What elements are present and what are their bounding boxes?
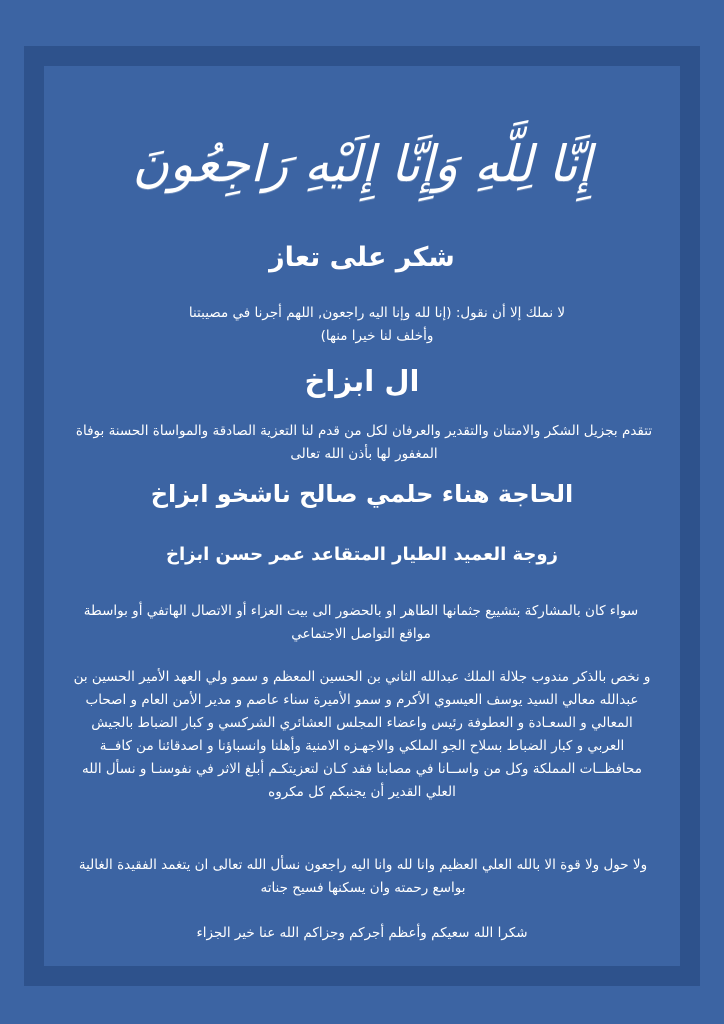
intro-text: لا نملك إلا أن نقول: (إنا لله وإنا اليه راجعون, اللهم أجرنا في مصيبتنا وأخلف لنا خيرا منها): [188, 305, 566, 344]
deceased-name: الحاجة هناء حلمي صالح ناشخو ابزاخ: [150, 480, 574, 508]
prayer-text: ولا حول ولا قوة الا بالله العلي العظيم وانا لله وانا اليه راجعون نسأل الله تعالى ان يتغمد الفقيدة الغالية بواسع رحمته وان يسكنها فسيح جناته: [78, 857, 648, 896]
family-name: ال ابزاخ: [304, 364, 420, 398]
husband-line: زوجة العميد الطيار المتقاعد عمر حسن ابزاخ: [166, 544, 558, 565]
closing-text: شكرا الله سعيكم وأعظم أجركم وجزاكم الله عنا خير الجزاء: [196, 925, 528, 941]
participation-text: سواء كان بالمشاركة بتشييع جثمانها الطاهر او بالحضور الى بيت العزاء أو الاتصال الهاتفي أو بواسطة مواقع التواصل الاجتماعي: [83, 603, 639, 642]
thanks-text: تتقدم بجزيل الشكر والامتنان والتقدير والعرفان لكل من قدم لنا التعزية الصادقة والمواساة الحسنة بوفاة المغفور لها بأذن الله تعالى: [75, 423, 653, 462]
special-mention-text: و نخص بالذكر مندوب جلالة الملك عبدالله الثاني بن الحسين المعظم و سمو ولي العهد الأمير الحسين بن عبدالله معالي السيد يوسف العيسوي الأكرم و سمو الأميرة سناء عاصم و مدير الأمن العام و اصحاب المعالي و السعـادة و العطوفة رئيس واعضاء المجلس العشائري الشركسي و كبار الضباط بالجيش العربي و كبار الضباط بسلاح الجو الملكي والاجهـزه الامنية وأهلنا وانسباؤنا و اصدقائنا من كافــة محافظــات المملكة وكل من واســانا في مصابنا فقد كـان لتعزيتكـم أبلغ الاثر في نفوسنـا و نسأل الله العلي القدير أن يجنبكم كل مكروه: [73, 669, 651, 800]
page-title: شكر على تعاز: [269, 242, 455, 273]
quran-calligraphy: إِنَّا لِلَّهِ وَإِنَّا إِلَيْهِ رَاجِعُونَ: [132, 135, 592, 193]
condolence-card: [44, 66, 680, 966]
